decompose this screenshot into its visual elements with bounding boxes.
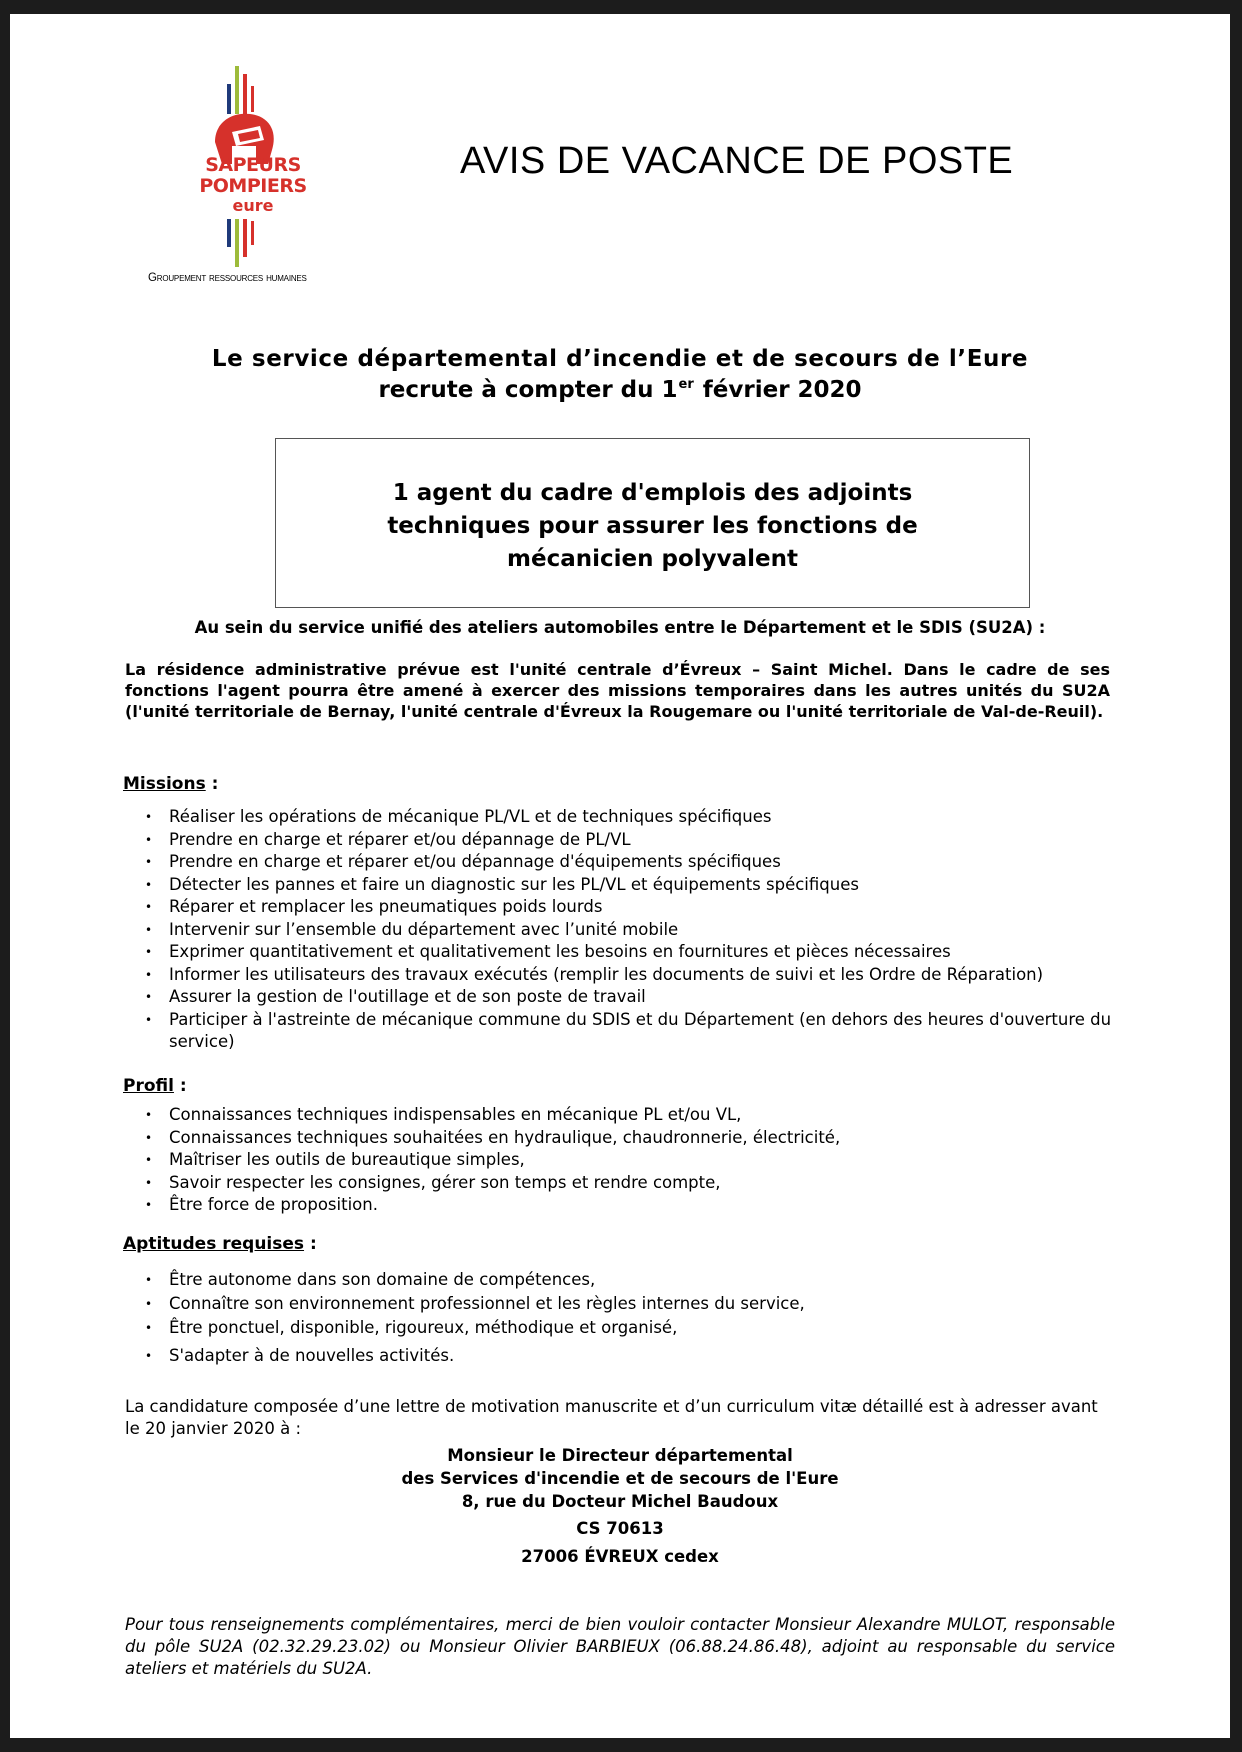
address-line-4: CS 70613 xyxy=(576,1519,664,1538)
list-item xyxy=(125,919,1115,942)
bullet-icon: • xyxy=(145,1349,153,1363)
list-item xyxy=(125,964,1115,987)
list-item xyxy=(125,1316,1115,1340)
mission-text: Informer les utilisateurs des travaux exécutés (remplir les documents de suivi et les Ordre de Réparation) xyxy=(169,964,1044,984)
list-item xyxy=(125,896,1115,919)
bullet-icon: • xyxy=(145,1198,153,1212)
mission-text: Prendre en charge et réparer et/ou dépannage de PL/VL xyxy=(169,829,631,849)
list-item xyxy=(125,1009,1115,1054)
residence-paragraph: La résidence administrative prévue est l'unité centrale d’Évreux – Saint Michel. Dans le cadre de ses fonctions l'agent pourra être amené à exercer des missions temporaires dans les autres unités du SU2A (l'unité territoriale de Bernay, l'unité centrale d'Évreux la Rougemare ou l'unité territoriale de Val-de-Reuil). xyxy=(125,660,1110,721)
list-item xyxy=(125,1268,1115,1292)
mission-text: Exprimer quantitativement et qualitativement les besoins en fournitures et pièces nécessaires xyxy=(169,942,951,961)
list-item xyxy=(125,806,1115,829)
address-line-5: 27006 ÉVREUX cedex xyxy=(521,1547,719,1566)
bullet-icon: • xyxy=(145,990,153,1004)
list-item xyxy=(125,1292,1115,1316)
intro-line-2 xyxy=(10,377,1230,403)
document-page xyxy=(10,14,1230,1738)
intro-line-1: Le service départemental d’incendie et de secours de l’Eure xyxy=(211,346,1029,372)
bullet-icon: • xyxy=(145,1297,153,1311)
list-item xyxy=(125,941,1115,964)
list-item xyxy=(125,1127,1115,1150)
aptitudes-title: Aptitudes requises xyxy=(123,1234,305,1254)
candidature-paragraph: La candidature composée d’une lettre de motivation manuscrite et d’un curriculum vitæ détaillé est à adresser avant le 20 janvier 2020 à : xyxy=(125,1397,1098,1438)
profil-heading xyxy=(123,1076,187,1096)
sdis-logo xyxy=(10,14,370,314)
bullet-icon: • xyxy=(145,1108,153,1122)
aptitude-text: Être ponctuel, disponible, rigoureux, méthodique et organisé, xyxy=(169,1318,678,1337)
bullet-icon: • xyxy=(145,810,153,824)
mission-text: Intervenir sur l’ensemble du département avec l’unité mobile xyxy=(169,919,679,939)
list-item xyxy=(125,851,1115,874)
logo-text-pompiers: POMPIERS xyxy=(199,175,307,197)
missions-title: Missions xyxy=(123,774,206,794)
list-item xyxy=(125,1344,1115,1368)
department-label: Groupement ressources humaines xyxy=(148,272,307,284)
job-line-1: 1 agent du cadre d'emplois des adjoints xyxy=(392,480,913,506)
list-item xyxy=(125,874,1115,897)
profil-list xyxy=(125,1104,1115,1217)
bullet-icon: • xyxy=(145,1153,153,1167)
bullet-icon: • xyxy=(145,945,153,959)
intro-line-2-sup: er xyxy=(678,377,694,392)
address-line-3: 8, rue du Docteur Michel Baudoux xyxy=(461,1492,779,1511)
mission-text: Réaliser les opérations de mécanique PL/VL et de techniques spécifiques xyxy=(169,807,772,826)
bullet-icon: • xyxy=(145,922,153,937)
mission-text: Assurer la gestion de l'outillage et de son poste de travail xyxy=(169,987,646,1006)
bullet-icon: • xyxy=(145,1273,153,1287)
address-line-1: Monsieur le Directeur départemental xyxy=(447,1446,793,1465)
bullet-icon: • xyxy=(145,832,153,847)
profil-text: Être force de proposition. xyxy=(169,1195,378,1214)
mission-text: Participer à l'astreinte de mécanique commune du SDIS et du Département (en dehors des heures d'ouverture du service) xyxy=(169,1009,1112,1051)
missions-list xyxy=(125,806,1115,1054)
list-item xyxy=(125,1149,1115,1172)
aptitude-text: S'adapter à de nouvelles activités. xyxy=(169,1346,455,1365)
profil-text: Savoir respecter les consignes, gérer son temps et rendre compte, xyxy=(169,1172,721,1192)
mission-text: Réparer et remplacer les pneumatiques poids lourds xyxy=(169,897,603,916)
bullet-icon: • xyxy=(145,1175,153,1190)
aptitudes-list xyxy=(125,1268,1115,1368)
aptitude-text: Être autonome dans son domaine de compétences, xyxy=(169,1270,596,1289)
job-line-3: mécanicien polyvalent xyxy=(507,546,798,572)
intro-line-2-end: février 2020 xyxy=(694,377,862,403)
mission-text: Prendre en charge et réparer et/ou dépannage d'équipements spécifiques xyxy=(169,852,781,871)
logo-text-eure: eure xyxy=(232,196,274,215)
bullet-icon: • xyxy=(145,855,153,869)
service-line: Au sein du service unifié des ateliers automobiles entre le Département et le SDIS (SU2A) : xyxy=(194,618,1046,637)
logo-text-sapeurs: SAPEURS xyxy=(205,154,301,176)
contact-paragraph: Pour tous renseignements complémentaires, merci de bien vouloir contacter Monsieur Alexandre MULOT, responsable du pôle SU2A (02.32.29.23.02) ou Monsieur Olivier BARBIEUX (06.88.24.86.48), adjoint au responsable du service ateliers et matériels du SU2A. xyxy=(125,1615,1115,1678)
bullet-icon: • xyxy=(145,900,153,914)
job-line-2: techniques pour assurer les fonctions de xyxy=(387,513,918,539)
aptitude-text: Connaître son environnement professionnel et les règles internes du service, xyxy=(169,1294,805,1313)
bullet-icon: • xyxy=(145,967,153,982)
address-line-2: des Services d'incendie et de secours de l'Eure xyxy=(401,1469,839,1488)
list-item xyxy=(125,986,1115,1009)
profil-colon: : xyxy=(173,1076,187,1096)
list-item xyxy=(125,1172,1115,1195)
bullet-icon: • xyxy=(145,1130,153,1145)
profil-text: Connaissances techniques souhaitées en hydraulique, chaudronnerie, électricité, xyxy=(169,1127,841,1147)
intro-line-2-start: recrute à compter du 1 xyxy=(378,377,678,403)
aptitudes-colon: : xyxy=(304,1234,317,1254)
profil-title: Profil xyxy=(123,1076,174,1096)
mission-text: Détecter les pannes et faire un diagnostic sur les PL/VL et équipements spécifiques xyxy=(169,874,859,894)
profil-text: Connaissances techniques indispensables en mécanique PL et/ou VL, xyxy=(169,1105,742,1124)
job-title-box xyxy=(275,438,1030,608)
missions-colon: : xyxy=(205,774,219,794)
bullet-icon: • xyxy=(145,877,153,892)
profil-text: Maîtriser les outils de bureautique simples, xyxy=(169,1150,525,1169)
list-item xyxy=(125,829,1115,852)
bullet-icon: • xyxy=(145,1321,153,1335)
aptitudes-heading xyxy=(123,1234,317,1254)
page-title: AVIS DE VACANCE DE POSTE xyxy=(460,140,1014,182)
missions-heading xyxy=(123,774,218,794)
list-item xyxy=(125,1104,1115,1127)
bullet-icon: • xyxy=(145,1012,153,1027)
list-item xyxy=(125,1194,1115,1217)
